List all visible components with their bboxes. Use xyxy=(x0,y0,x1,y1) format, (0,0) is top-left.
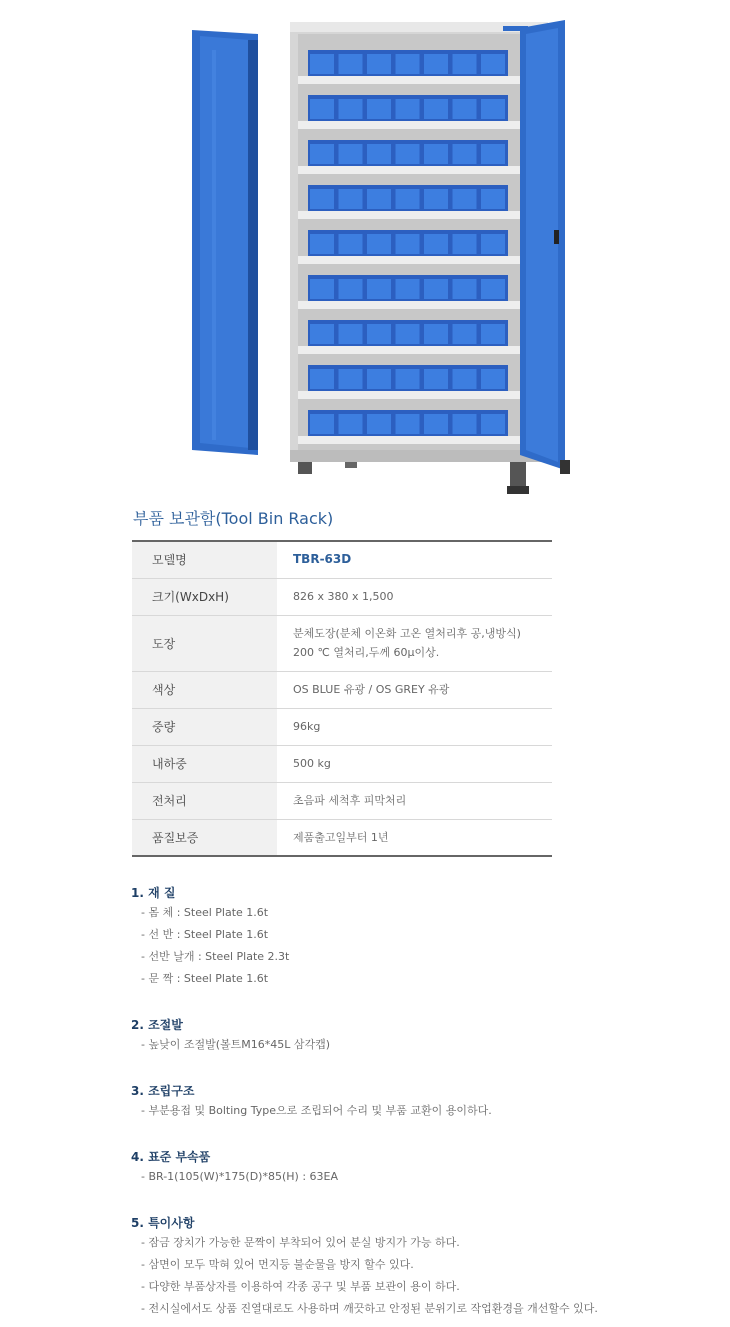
section-item: - 높낮이 조절발(볼트M16*45L 삼각캡) xyxy=(141,1038,331,1051)
spec-value: TBR-63D xyxy=(293,552,352,567)
section-item: - 선반 날개 : Steel Plate 2.3t xyxy=(141,950,290,963)
section-item: - 문 짝 : Steel Plate 1.6t xyxy=(141,972,269,985)
section-item: - 삼면이 모두 막혀 있어 먼지등 불순물을 방지 할수 있다. xyxy=(141,1258,414,1271)
product-title: 부품 보관함(Tool Bin Rack) xyxy=(133,509,334,528)
section-item: - 선 반 : Steel Plate 1.6t xyxy=(141,928,269,941)
spec-label: 전처리 xyxy=(132,782,277,819)
spec-row-size xyxy=(132,578,552,615)
spec-label: 모델명 xyxy=(132,541,277,578)
section-title: 5. 특이사항 xyxy=(131,1216,195,1230)
section-title: 1. 재 질 xyxy=(131,886,176,900)
tool-bin-rack-image xyxy=(180,10,580,500)
section-features xyxy=(131,1210,711,1320)
spec-table xyxy=(132,540,552,857)
spec-value: 500 kg xyxy=(293,757,331,770)
section-title: 2. 조절발 xyxy=(131,1018,183,1032)
spec-value-line-2: 200 ℃ 열처리,두께 60μ이상. xyxy=(293,646,440,659)
section-leveling-foot xyxy=(131,1012,711,1056)
spec-label: 중량 xyxy=(132,708,277,745)
section-item: - 다양한 부품상자를 이용하여 각종 공구 및 부품 보관이 용이 하다. xyxy=(141,1280,460,1293)
section-material xyxy=(131,880,711,990)
section-item: - 잠금 장치가 가능한 문짝이 부착되어 있어 분실 방지가 가능 하다. xyxy=(141,1236,460,1249)
spec-value-line-1: 분체도장(분체 이온화 고온 열처리후 공,냉방식) xyxy=(293,627,521,640)
spec-label: 내하중 xyxy=(132,745,277,782)
spec-row-pretreatment xyxy=(132,782,552,819)
spec-row-weight xyxy=(132,708,552,745)
spec-row-warranty xyxy=(132,819,552,856)
spec-label: 색상 xyxy=(132,671,277,708)
spec-value xyxy=(277,615,552,671)
section-assembly xyxy=(131,1078,711,1122)
spec-row-paint xyxy=(132,615,552,671)
section-title: 3. 조립구조 xyxy=(131,1084,195,1098)
spec-value: 초음파 세척후 피막처리 xyxy=(293,794,407,807)
spec-label: 크기(WxDxH) xyxy=(132,578,277,615)
spec-label: 도장 xyxy=(132,615,277,671)
section-item: - 부분용접 및 Bolting Type으로 조립되어 수리 및 부품 교환이 용이하다. xyxy=(141,1104,492,1117)
spec-row-model xyxy=(132,541,552,578)
section-item: - BR-1(105(W)*175(D)*85(H) : 63EA xyxy=(141,1170,338,1183)
spec-value: 96kg xyxy=(293,720,321,733)
section-item: - 몸 체 : Steel Plate 1.6t xyxy=(141,906,269,919)
spec-row-load xyxy=(132,745,552,782)
section-accessories xyxy=(131,1144,711,1188)
spec-label: 품질보증 xyxy=(132,819,277,856)
spec-row-color xyxy=(132,671,552,708)
spec-sections xyxy=(131,880,711,1320)
spec-value: 826 x 380 x 1,500 xyxy=(293,590,394,603)
section-item: - 전시실에서도 상품 진열대로도 사용하며 깨끗하고 안정된 분위기로 작업환경을 개선할수 있다. xyxy=(141,1302,598,1315)
spec-value: OS BLUE 유광 / OS GREY 유광 xyxy=(293,683,450,696)
spec-value: 제품출고일부터 1년 xyxy=(293,830,389,844)
section-title: 4. 표준 부속품 xyxy=(131,1150,211,1164)
